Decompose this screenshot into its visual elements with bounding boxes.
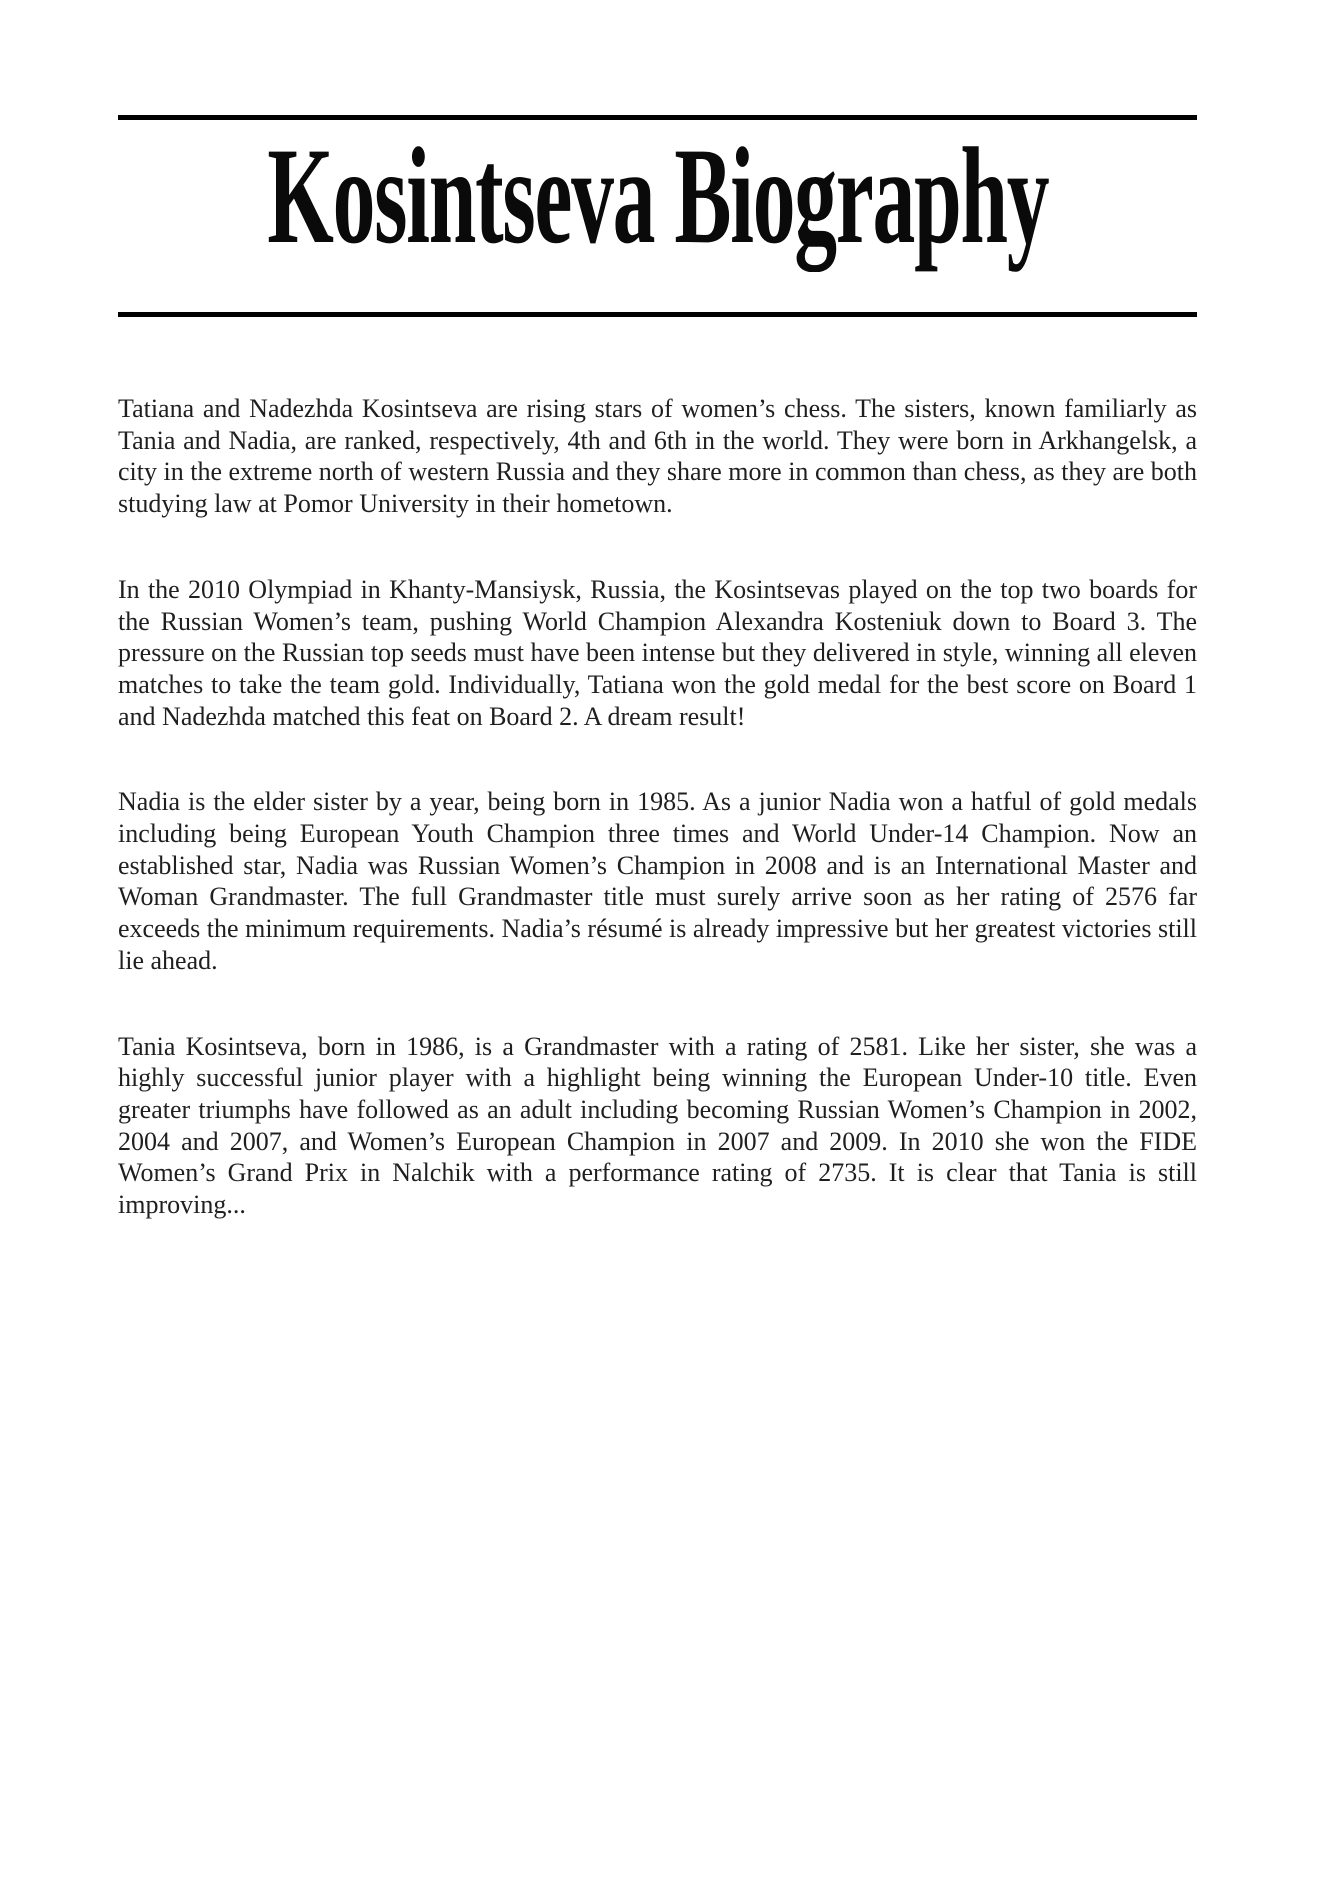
paragraph-nadia: Nadia is the elder sister by a year, being born in 1985. As a junior Nadia won a hatful of gold medals including being European Youth Champion three times and World Under-14 Champion. Now an established star, Nadia was Russian Women’s Champion in 2008 and is an International Master and Woman Grandmaster. The full Grandmaster title must surely arrive soon as her rating of 2576 far exceeds the minimum requirements. Nadia’s résumé is already impressive but her greatest victories still lie ahead. [118,787,1197,975]
title-block [118,120,1197,312]
paragraph-olympiad-2010: In the 2010 Olympiad in Khanty-Mansiysk, Russia, the Kosintsevas played on the top two boards for the Russian Women’s team, pushing World Champion Alexandra Kosteniuk down to Board 3. The pressure on the Russian top seeds must have been intense but they delivered in style, winning all eleven matches to take the team gold. Individually, Tatiana won the gold medal for the best score on Board 1 and Nadezhda matched this feat on Board 2. A dream result! [118,574,1197,731]
page-title-text: Kosintseva Biography [266,119,1049,272]
page-title [28,119,1288,272]
page-content [118,115,1197,1275]
document-body [118,393,1197,1221]
title-bottom-rule [118,312,1197,317]
paragraph-tania: Tania Kosintseva, born in 1986, is a Grandmaster with a rating of 2581. Like her sister, she was a highly successful junior player with a highlight being winning the European Under-10 title. Even greater triumphs have followed as an adult including becoming Russian Women’s Champion in 2002, 2004 and 2007, and Women’s European Champion in 2007 and 2009. In 2010 she won the FIDE Women’s Grand Prix in Nalchik with a performance rating of 2735. It is clear that Tania is still improving... [118,1031,1197,1220]
paragraph-intro: Tatiana and Nadezhda Kosintseva are rising stars of women’s chess. The sisters, known familiarly as Tania and Nadia, are ranked, respectively, 4th and 6th in the world. They were born in Arkhangelsk, a city in the extreme north of western Russia and they share more in common than chess, as they are both studying law at Pomor University in their hometown. [118,394,1197,519]
